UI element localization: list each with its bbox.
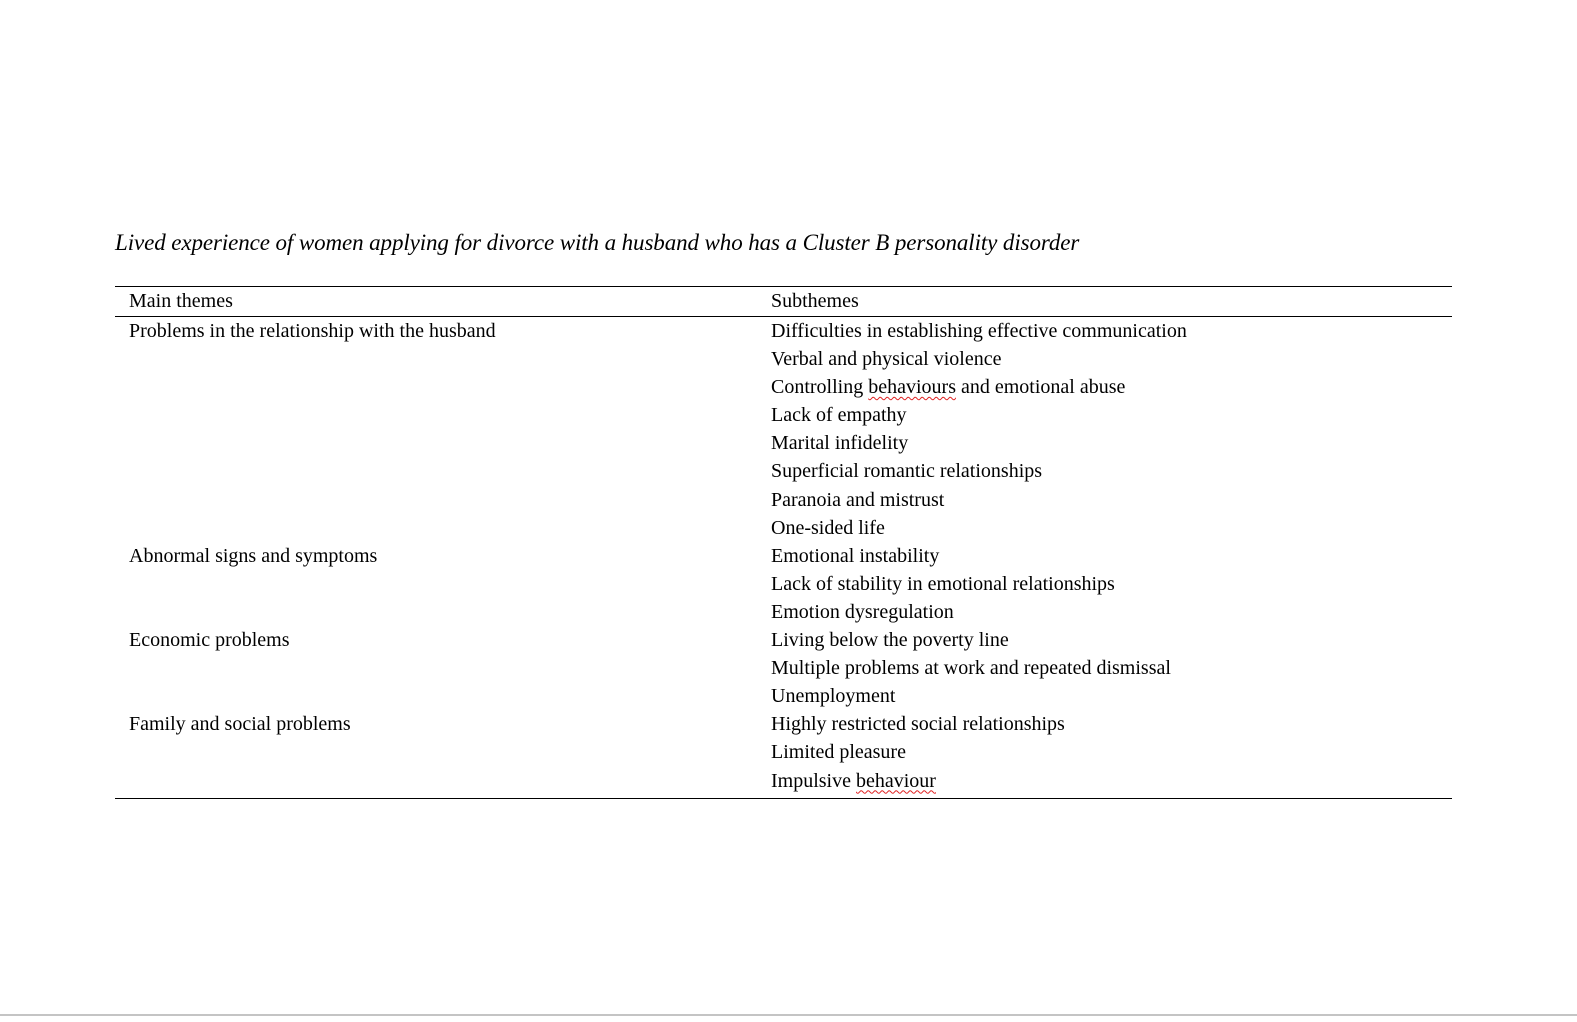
subthemes-cell xyxy=(757,710,1452,798)
subtheme-item: Impulsive behaviour xyxy=(771,769,936,792)
subtheme-item: Lack of stability in emotional relationships xyxy=(771,572,1115,595)
subtheme-item: One-sided life xyxy=(771,516,885,539)
subtheme-item: Emotion dysregulation xyxy=(771,600,954,623)
main-theme-cell: Family and social problems xyxy=(115,710,757,798)
subtheme-item: Paranoia and mistrust xyxy=(771,488,945,511)
main-theme-cell: Abnormal signs and symptoms xyxy=(129,544,378,567)
subthemes-cell xyxy=(757,626,1452,710)
subtheme-item: Emotional instability xyxy=(771,544,940,567)
table-row xyxy=(115,626,1452,710)
subthemes-cell xyxy=(757,317,1452,542)
spellcheck-flagged-word[interactable]: behaviours xyxy=(868,376,956,399)
page-bottom-border xyxy=(0,1014,1577,1016)
subtheme-item: Lack of empathy xyxy=(771,404,907,427)
subtheme-item: Marital infidelity xyxy=(771,432,909,455)
subtheme-item: Limited pleasure xyxy=(771,741,906,764)
themes-table xyxy=(115,286,1452,799)
table-row xyxy=(115,317,1452,542)
subtheme-item: Difficulties in establishing effective communication xyxy=(771,320,1187,342)
table-header-row xyxy=(115,287,1452,317)
subtheme-item: Unemployment xyxy=(771,685,896,708)
header-subthemes: Subthemes xyxy=(757,287,1452,317)
subtheme-item: Highly restricted social relationships xyxy=(771,713,1065,736)
subthemes-cell xyxy=(757,542,1452,626)
subtheme-item: Living below the poverty line xyxy=(771,629,1009,652)
header-main-themes: Main themes xyxy=(115,287,757,317)
subtheme-item: Multiple problems at work and repeated dismissal xyxy=(771,657,1171,680)
subtheme-item: Controlling behaviours and emotional abuse xyxy=(771,376,1126,399)
main-theme-cell: Economic problems xyxy=(129,629,290,652)
main-theme-cell: Problems in the relationship with the husband xyxy=(129,320,496,342)
subtheme-item: Verbal and physical violence xyxy=(771,348,1002,371)
table-row xyxy=(115,710,1452,798)
spellcheck-flagged-word[interactable]: behaviour xyxy=(856,769,936,792)
table-row xyxy=(115,542,1452,626)
subtheme-item: Superficial romantic relationships xyxy=(771,460,1043,483)
table-caption: Lived experience of women applying for divorce with a husband who has a Cluster B personality disorder xyxy=(115,230,1080,255)
